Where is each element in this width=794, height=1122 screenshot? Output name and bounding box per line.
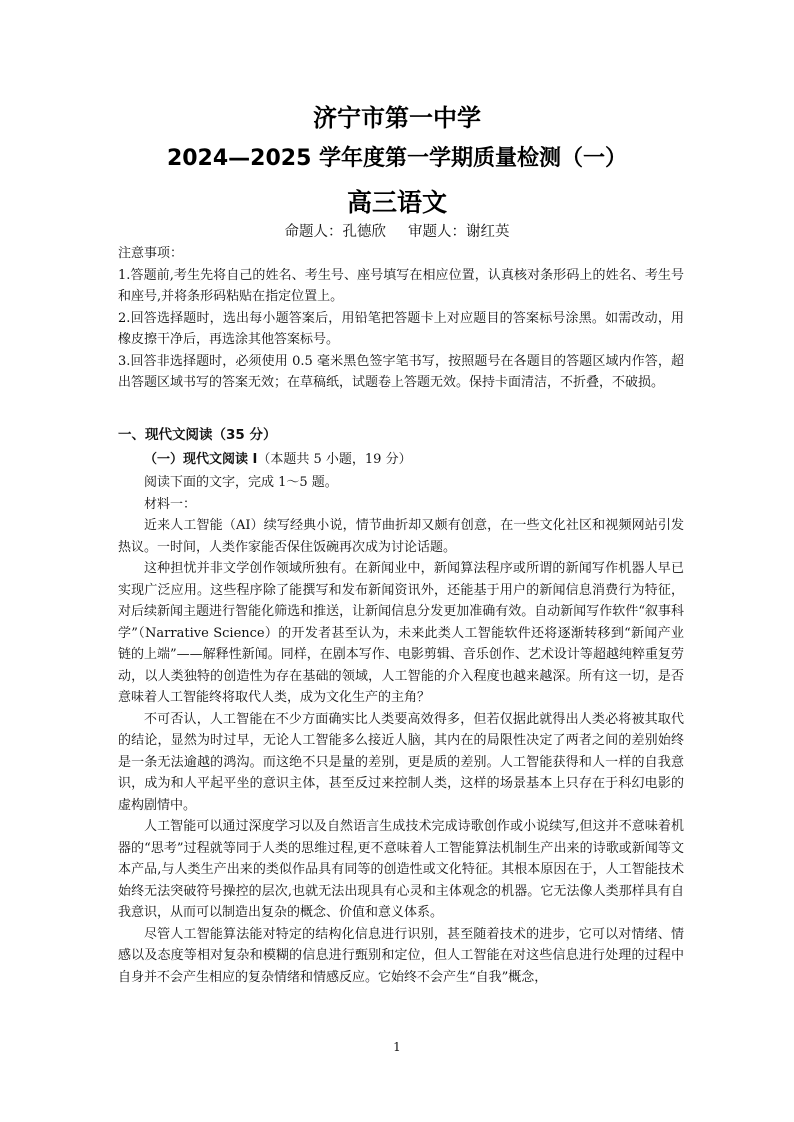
subject-title: 高三语文	[346, 188, 447, 217]
notes-heading: 注意事项：	[118, 246, 184, 261]
exam-title: 2024—2025 学年度第一学期质量检测（一）	[166, 146, 628, 171]
sub-heading-bold: （一）现代文阅读 I	[144, 452, 258, 467]
passage-paragraph: 这种担忧并非文学创作领域所独有。在新闻业中，新闻算法程序或所谓的新闻写作机器人早已实现广泛应用。这些程序除了能撰写和发布新闻资讯外，还能基于用户的新闻信息消费行为特征，对后续新闻主题进行智能化筛选和推送，让新闻信息分发更加准确有效。自动新闻写作软件“叙事科学”（Narrative Science）的开发者甚至认为，未来此类人工智能软件还将逐渐转移到“新闻产业链的上端”——解释性新闻。同样，在剧本写作、电影剪辑、音乐创作、艺术设计等超越纯粹重复劳动，以人类独特的创造性为存在基础的领域，人工智能的介入程度也越来越深。所有这一切，是否意味着人工智能终将取代人类，成为文化生产的主角？	[118, 561, 684, 705]
section-heading: 一、现代文阅读（35 分）	[118, 427, 277, 443]
note-item: 1.答题前,考生先将自己的姓名、考生号、座号填写在相应位置，认真核对条形码上的姓名、考生号和座号,并将条形码粘贴在指定位置上。	[118, 267, 684, 304]
sub-section-heading	[144, 449, 412, 471]
page-number: 1	[393, 1040, 401, 1054]
passage-paragraph: 人工智能可以通过深度学习以及自然语言生成技术完成诗歌创作或小说续写,但这并不意味着机器的“思考”过程就等同于人类的思维过程,更不意味着人工智能算法机制生产出来的诗歌或新闻等文本产品,与人类生产出来的类似作品具有同等的创造性或文化特征。其根本原因在于，人工智能技术始终无法突破符号操控的层次,也就无法出现具有心灵和主体观念的机器。它无法像人类那样具有自我意识，从而可以制造出复杂的概念、价值和意义体系。	[118, 819, 684, 920]
instruction-text: 阅读下面的文字，完成 1～5 题。	[144, 475, 338, 490]
material-label: 材料一：	[144, 496, 197, 512]
school-title: 济宁市第一中学	[313, 104, 481, 132]
note-item: 2.回答选择题时，选出每小题答案后，用铅笔把答题卡上对应题目的答案标号涂黑。如需改动，用橡皮擦干净后，再选涂其他答案标号。	[118, 310, 684, 347]
notes-section	[118, 243, 684, 394]
passage-paragraph: 尽管人工智能算法能对特定的结构化信息进行识别，甚至随着技术的进步，它可以对情绪、情感以及态度等相对复杂和模糊的信息进行甄别和定位，但人工智能在对这些信息进行处理的过程中自身并不会产生相应的复杂情绪和情感反应。它始终不会产生“自我”概念，	[118, 926, 684, 985]
sub-heading-detail: （本题共 5 小题，19 分）	[257, 452, 412, 467]
note-item: 3.回答非选择题时，必须使用 0.5 毫米黑色签字笔书写，按照题号在各题目的答题区域内作答，超出答题区域书写的答案无效；在草稿纸，试题卷上答题无效。保持卡面清洁，不折叠，不破损。	[118, 353, 684, 390]
setter-name: 命题人：孔德欣	[284, 224, 386, 240]
reviewer-name: 审题人：谢红英	[408, 224, 510, 240]
author-line	[0, 220, 794, 244]
passage-paragraph: 近来人工智能（AI）续写经典小说，情节曲折却又颇有创意，在一些文化社区和视频网站引发热议。一时间，人类作家能否保住饭碗再次成为讨论话题。	[118, 518, 684, 555]
reading-passage	[118, 472, 684, 988]
passage-paragraph: 不可否认，人工智能在不少方面确实比人类要高效得多，但若仅据此就得出人类必将被其取代的结论，显然为时过早，无论人工智能多么接近人脑，其内在的局限性决定了两者之间的差别始终是一条无法逾越的鸿沟。而这绝不只是量的差别，更是质的差别。人工智能获得和人一样的自我意识，成为和人平起平坐的意识主体，甚至反过来控制人类，这样的场景基本上只存在于科幻电影的虚构剧情中。	[118, 711, 684, 813]
